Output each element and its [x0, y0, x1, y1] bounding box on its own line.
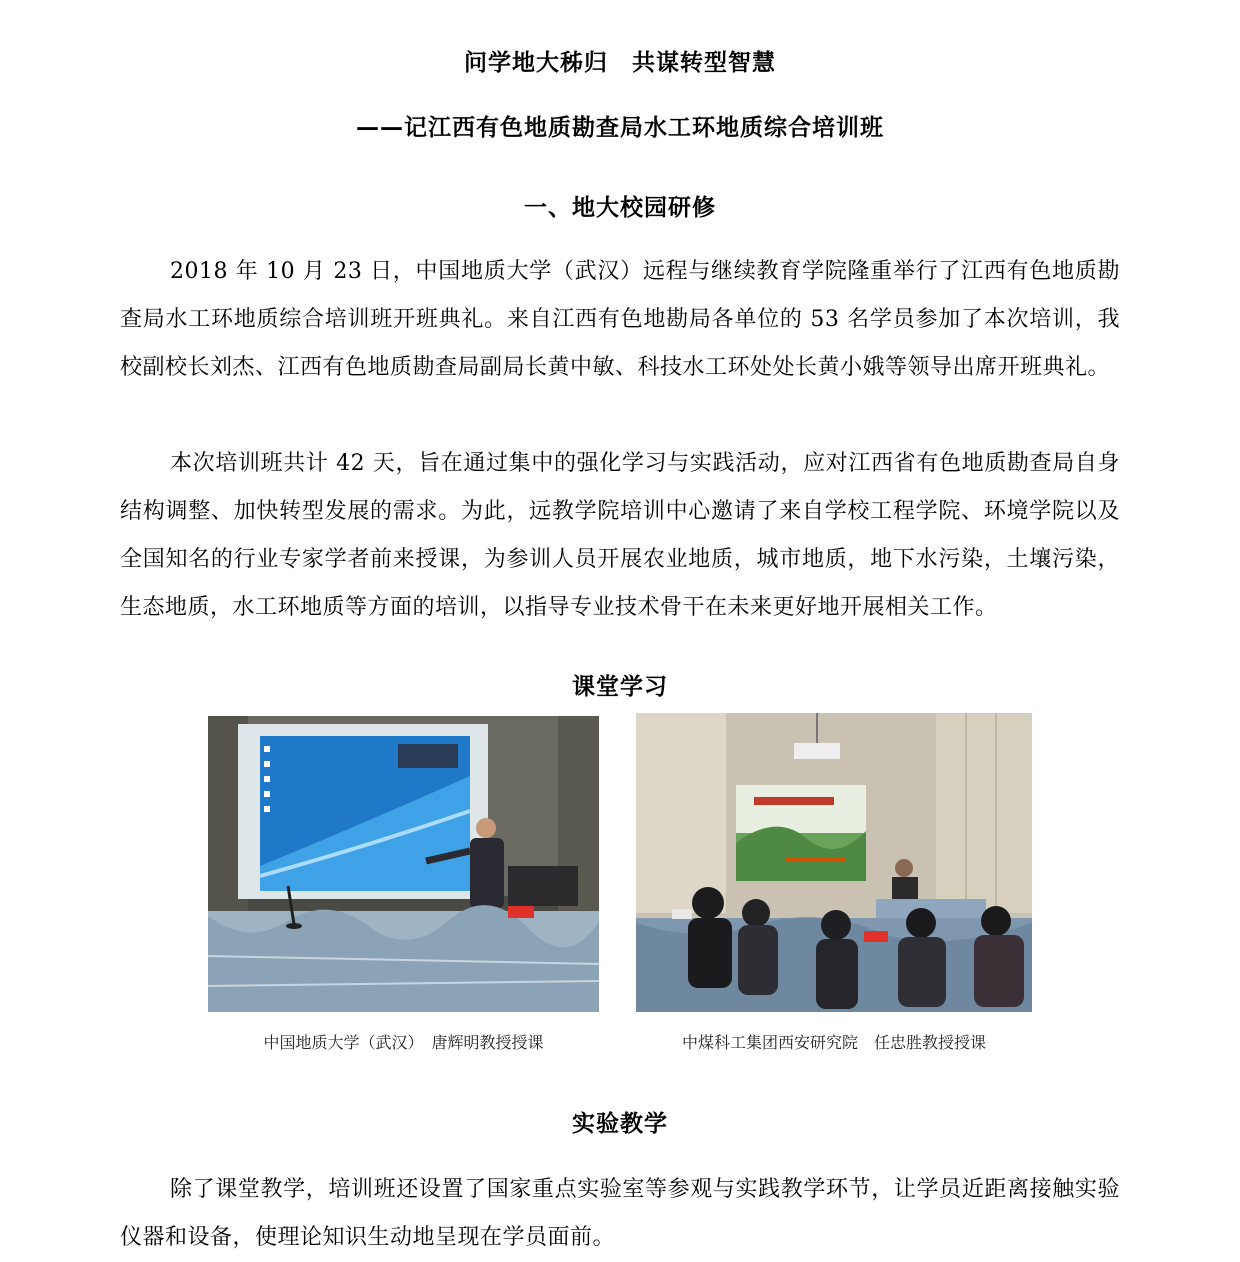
lab-heading: 实验教学: [572, 1111, 668, 1137]
paragraph-lab-teaching: 除了课堂教学，培训班还设置了国家重点实验室等参观与实践教学环节，让学员近距离接触实验仪器和设备，使理论知识生动地呈现在学员面前。: [120, 1177, 1120, 1250]
classroom-photo: [636, 713, 1032, 1012]
document-title: 问学地大秭归 共谋转型智慧: [464, 50, 776, 76]
paragraph-training-purpose: 本次培训班共计 42 天，旨在通过集中的强化学习与实践活动，应对江西省有色地质勘查局自身结构调整、加快转型发展的需求。为此，远教学院培训中心邀请了来自学校工程学院、环境学院以及全国知名的行业专家学者前来授课，为参训人员开展农业地质，城市地质，地下水污染，土壤污染，生态地质，水工环地质等方面的培训，以指导专业技术骨干在未来更好地开展相关工作。: [120, 451, 1120, 620]
section-heading: 一、地大校园研修: [524, 195, 716, 221]
classroom-photo-caption: 中煤科工集团西安研究院 任忠胜教授授课: [681, 1033, 986, 1052]
photo-lecture-projector-icon: [208, 716, 599, 1012]
photo-classroom-students-icon: [636, 713, 1032, 1012]
classroom-heading: 课堂学习: [572, 674, 668, 700]
lecture-photo: [208, 716, 599, 1012]
paragraph-opening-ceremony: 2018 年 10 月 23 日，中国地质大学（武汉）远程与继续教育学院隆重举行了江西有色地质勘查局水工环地质综合培训班开班典礼。来自江西有色地勘局各单位的 53 名学员参加了本次培训，我校副校长刘杰、江西有色地质勘查局副局长黄中敏、科技水工环处处长黄小娥等领导出席开班典礼。: [120, 259, 1120, 380]
document-subtitle: ——记江西有色地质勘查局水工环地质综合培训班: [356, 115, 884, 141]
lecture-photo-caption: 中国地质大学（武汉） 唐辉明教授授课: [263, 1033, 544, 1052]
